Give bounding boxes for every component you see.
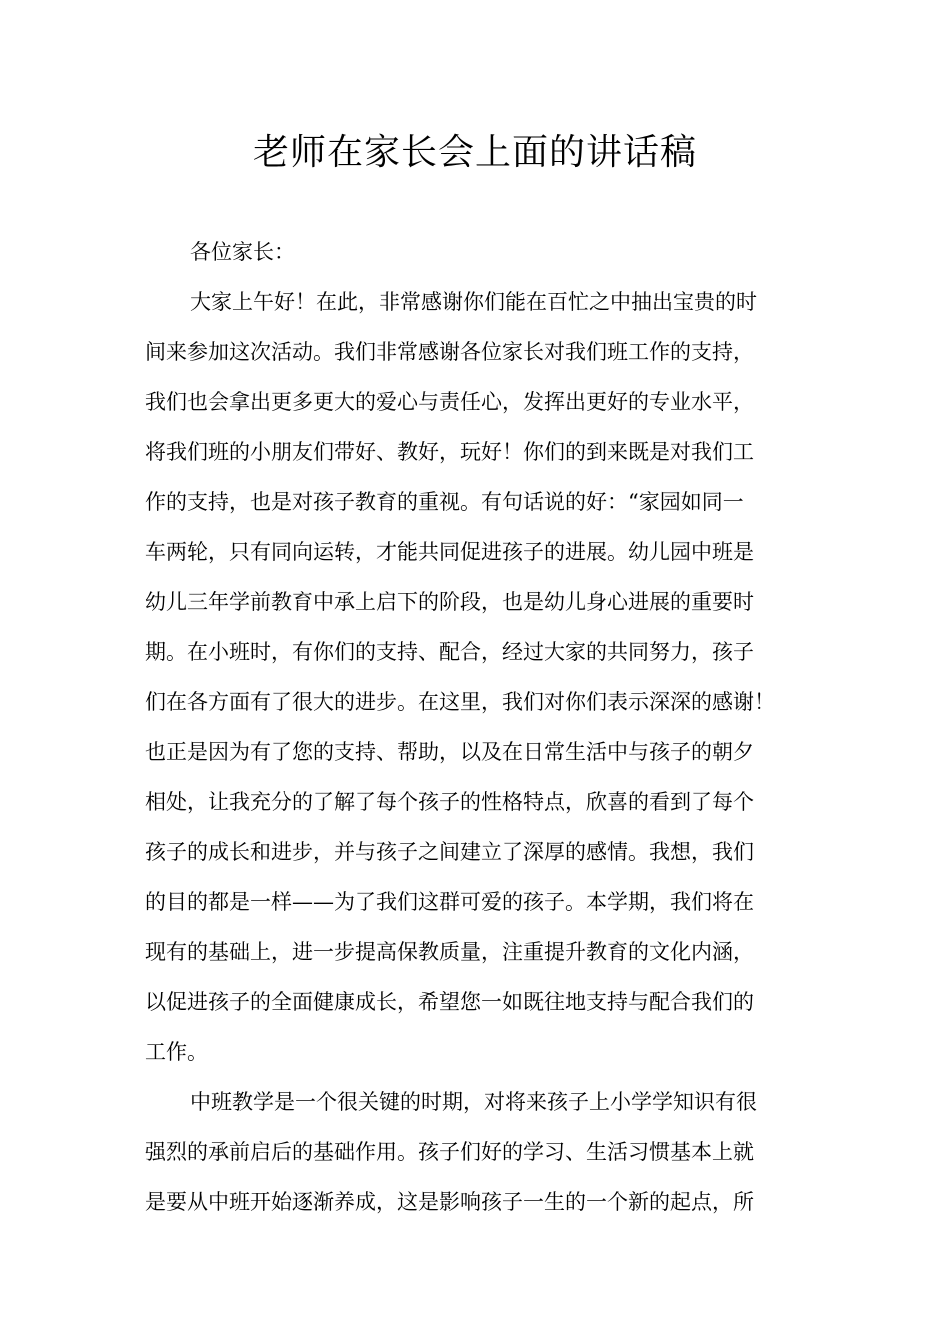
paragraph-line: 我们也会拿出更多更大的爱心与责任心，发挥出更好的专业水平， xyxy=(145,390,754,414)
document-body xyxy=(145,227,810,1227)
paragraph-line: 现有的基础上，进一步提高保教质量，注重提升教育的文化内涵， xyxy=(145,940,754,964)
paragraph-line: 将我们班的小朋友们带好、教好，玩好！你们的到来既是对我们工 xyxy=(145,440,754,464)
paragraph-line: 的目的都是一样——为了我们这群可爱的孩子。本学期，我们将在 xyxy=(145,890,754,914)
paragraph-line: 工作。 xyxy=(145,1040,208,1064)
paragraph-line: 中班教学是一个很关键的时期，对将来孩子上小学学知识有很 xyxy=(190,1090,757,1114)
paragraph-line: 以促进孩子的全面健康成长，希望您一如既往地支持与配合我们的 xyxy=(145,990,754,1014)
paragraph-line: 幼儿三年学前教育中承上启下的阶段，也是幼儿身心进展的重要时 xyxy=(145,590,754,614)
paragraph-line: 期。在小班时，有你们的支持、配合，经过大家的共同努力，孩子 xyxy=(145,640,754,664)
paragraph-line: 间来参加这次活动。我们非常感谢各位家长对我们班工作的支持， xyxy=(145,340,754,364)
paragraph-line: 是要从中班开始逐渐养成，这是影响孩子一生的一个新的起点，所 xyxy=(145,1190,754,1214)
paragraph-line: 作的支持，也是对孩子教育的重视。有句话说的好：“家园如同一 xyxy=(145,490,744,514)
paragraph-line: 相处，让我充分的了解了每个孩子的性格特点，欣喜的看到了每个 xyxy=(145,790,754,814)
paragraph-line: 孩子的成长和进步，并与孩子之间建立了深厚的感情。我想，我们 xyxy=(145,840,754,864)
greeting-line: 各位家长： xyxy=(190,240,295,264)
paragraph-line: 也正是因为有了您的支持、帮助，以及在日常生活中与孩子的朝夕 xyxy=(145,740,754,764)
paragraph-line: 大家上午好！在此，非常感谢你们能在百忙之中抽出宝贵的时 xyxy=(190,290,757,314)
document-title: 老师在家长会上面的讲话稿 xyxy=(252,132,697,173)
paragraph-line: 强烈的承前启后的基础作用。孩子们好的学习、生活习惯基本上就 xyxy=(145,1140,754,1164)
paragraph-line: 车两轮，只有同向运转，才能共同促进孩子的进展。幼儿园中班是 xyxy=(145,540,754,564)
paragraph-line: 们在各方面有了很大的进步。在这里，我们对你们表示深深的感谢！ xyxy=(145,690,775,714)
